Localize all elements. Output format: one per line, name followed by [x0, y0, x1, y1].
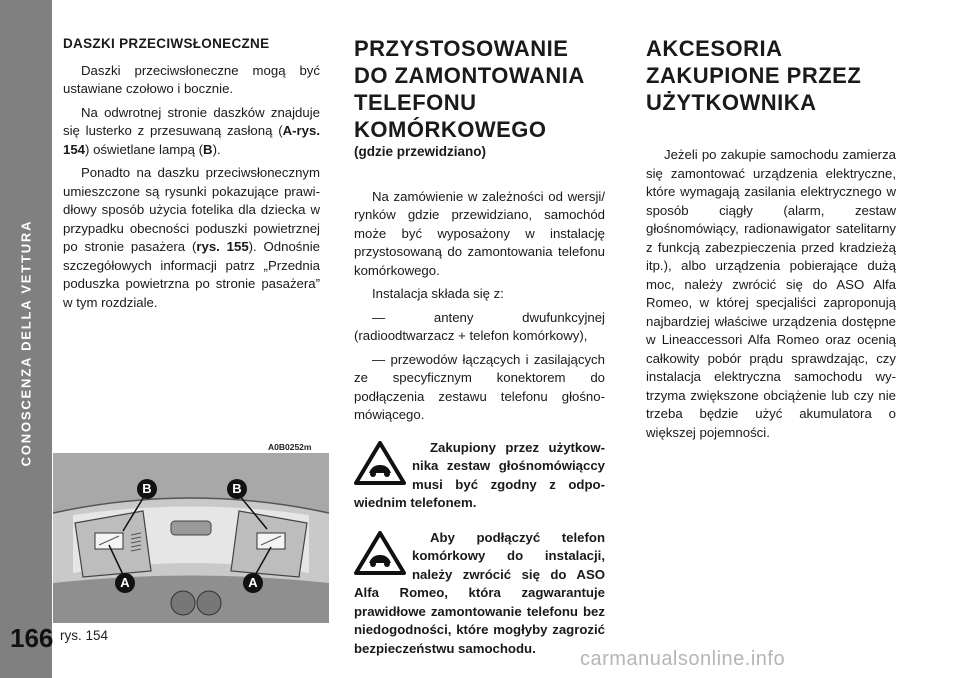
heading-accessories: [646, 35, 896, 116]
heading-line: UŻYTKOWNIKA: [646, 90, 817, 115]
page-number: 166: [10, 623, 54, 653]
column-accessories: [646, 35, 896, 447]
heading-line: TELEFONU: [354, 90, 477, 115]
text: Ponadto na daszku przeciwsłonecznym umieszczone są rysunki pokazujące prawidłowy sposób użycia fotelika dla dziecka w przypadku obecności poduszki powietrznej po stronie pasażera (: [63, 165, 320, 254]
warning-box: [354, 439, 605, 513]
column-sun-visors: [63, 35, 320, 317]
paragraph: [63, 164, 320, 312]
label-a-right: A: [243, 573, 263, 593]
section-sidebar: [0, 0, 52, 678]
warning-text: Zakupiony przez użytkownika zestaw głośnomówiąccy musi być zgodny z odpowiednim telefonem.: [354, 439, 605, 510]
paragraph: [63, 104, 320, 160]
text: ). Odnośnie szczegółowych informacji patrz „Przednia poduszka powietrzna po stronie pasażera” w tym rozdziale.: [63, 239, 320, 310]
heading-line: PRZYSTOSOWANIE: [354, 36, 569, 61]
label-a-left: A: [115, 573, 135, 593]
heading-phone-prep: [354, 35, 605, 143]
watermark: carmanualsonline.info: [580, 648, 786, 670]
section-title: CONOSCENZA DELLA VETTURA: [18, 219, 34, 467]
text: Na odwrotnej stronie daszków znajduje się lusterko z przesuwaną zasłoną (: [63, 104, 320, 138]
warning-triangle-icon: [354, 441, 406, 485]
figure-ref: A-rys. 154: [63, 123, 320, 157]
figure-ref: B: [203, 141, 213, 157]
heading-line: KOMÓRKOWEGO: [354, 117, 547, 142]
heading-line: DO ZAMONTOWANIA: [354, 63, 585, 88]
paragraph: Na zamówienie w zależności od wersji/ rynków gdzie przewidziano, samochód może być wyposażony w instalację przystosowaną do zamontowania telefonu komórkowego.: [354, 188, 605, 278]
paragraph: Daszki przeciwsłoneczne mogą być ustawiane czołowo i bocznie.: [63, 62, 320, 96]
figure-ref: rys. 155: [196, 239, 249, 254]
heading-line: AKCESORIA: [646, 36, 783, 61]
heading-line: ZAKUPIONE PRZEZ: [646, 63, 862, 88]
heading-sun-visors: DASZKI PRZECIWSŁONECZNE: [63, 36, 270, 51]
text: ) oświetlane lampą (: [85, 141, 204, 157]
paragraph: Instalacja składa się z:: [372, 286, 504, 301]
list-item: — przewodów łączących i zasilających ze specyficznym konektorem do podłączenia zestawu telefonu głośno-mówiącego.: [354, 351, 605, 422]
sun-visor-illustration: [53, 453, 329, 623]
figure-code: A0B0252m: [268, 442, 312, 452]
paragraph: Jeżeli po zakupie samochodu zamierza się zamontować urządzenia elektryczne, które wymagają zasilania elektrycznego w sposób ciągły (alarm, zestaw głośnomówiący, radionawigator satelitarny z funkcją zabezpieczenia przed kradzieżą itp.), albo urządzenia pobierające dużą moc, należy zwrócić się do ASO Alfa Romeo, w której specjaliści zaproponują najbardziej właściwe urządzenia dostępne w Lineaccessori Alfa Romeo oraz ocenią całkowity pobór prądu sprawdzając, czy instalacja elektryczna samochodu wytrzyma zwiększone obciążenie lub czy nie trzeba będzie użyć akumulatora o większej pojemności.: [646, 147, 896, 440]
warning-box: [354, 529, 605, 659]
sun-visor-figure: [53, 453, 329, 623]
subheading: (gdzie przewidziano): [354, 144, 487, 159]
warning-text: Aby podłączyć telefon komórkowy do instalacji, należy zwrócić się do ASO Alfa Romeo, która zagwarantuje prawidłowe zamontowanie telefonu bez niedogodności, które mogłyby zagrozić bezpieczeństwu samochodu.: [354, 529, 605, 656]
figure-caption: rys. 154: [60, 628, 109, 643]
text: ).: [212, 141, 221, 157]
label-b-right: B: [227, 479, 247, 499]
warning-triangle-icon: [354, 531, 406, 575]
column-phone-prep: [354, 35, 605, 658]
list-item: — anteny dwufunkcyjnej (radioodtwarzacz + telefon komórkowy),: [354, 309, 605, 343]
label-b-left: B: [137, 479, 157, 499]
